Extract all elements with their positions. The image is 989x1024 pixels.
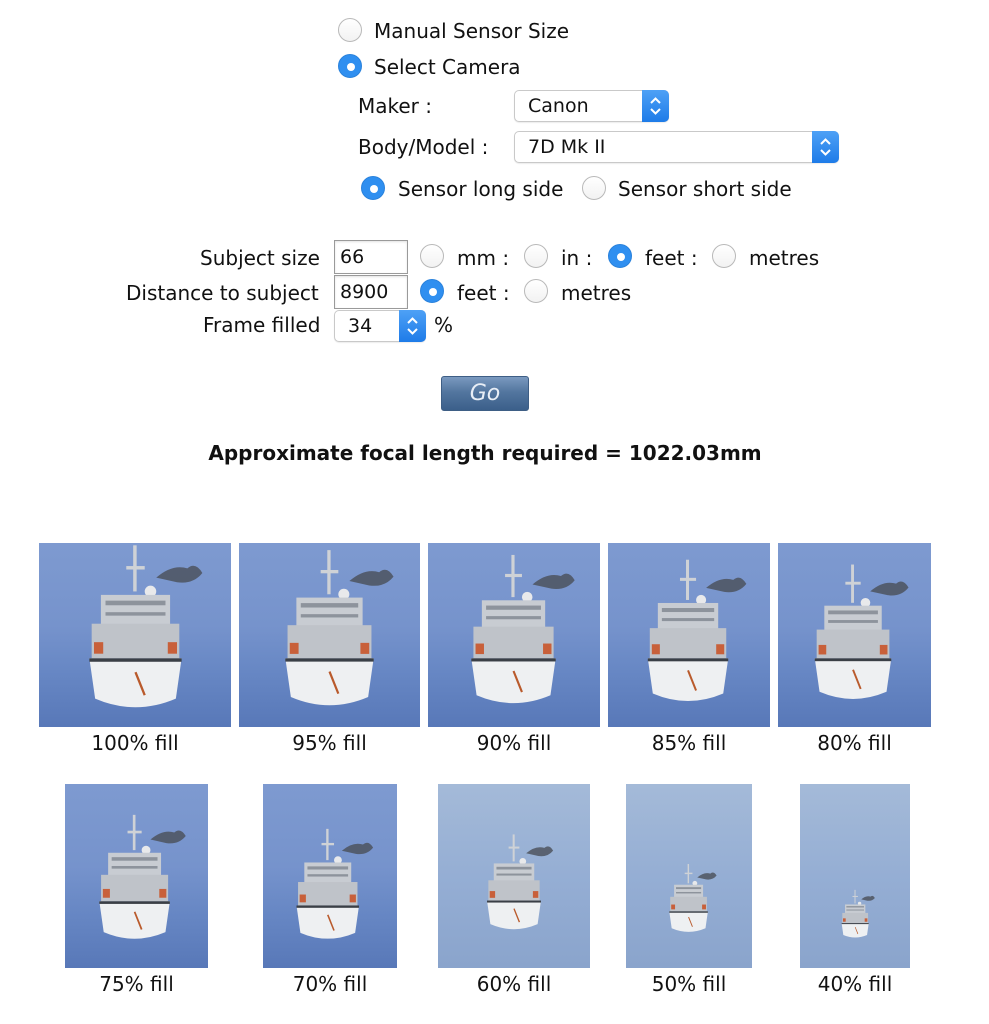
fill-85-caption: 85% fill <box>651 731 727 755</box>
model-select[interactable] <box>514 131 839 163</box>
model-label: Body/Model : <box>358 135 489 159</box>
distance-feet-radio[interactable] <box>420 279 444 303</box>
manual-sensor-radio[interactable] <box>338 18 362 42</box>
result-text: Approximate focal length required = 1022.03mm <box>208 441 762 465</box>
fill-70-caption: 70% fill <box>292 972 368 996</box>
distance-value: 8900 <box>340 281 389 303</box>
distance-feet-label: feet : <box>457 281 510 305</box>
fill-75-image <box>65 784 208 968</box>
manual-sensor-label: Manual Sensor Size <box>374 19 569 43</box>
fill-50-caption: 50% fill <box>651 972 727 996</box>
select-camera-radio[interactable] <box>338 54 362 78</box>
fill-90-image <box>428 543 600 727</box>
maker-select[interactable] <box>514 90 669 122</box>
fill-60-image <box>438 784 590 968</box>
sensor-long-label: Sensor long side <box>398 177 564 201</box>
frame-filled-select[interactable] <box>334 310 426 342</box>
frame-filled-value: 34 <box>348 315 373 337</box>
fill-40-image <box>800 784 910 968</box>
unit-mm-label: mm : <box>457 246 510 270</box>
distance-input[interactable] <box>334 275 408 309</box>
chevron-updown-icon <box>399 310 426 342</box>
unit-feet-radio[interactable] <box>608 244 632 268</box>
model-value: 7D Mk II <box>528 136 606 158</box>
fill-95-image <box>239 543 420 727</box>
fill-85-image <box>608 543 770 727</box>
chevron-updown-icon <box>812 131 839 163</box>
maker-value: Canon <box>528 95 589 117</box>
subject-size-input[interactable] <box>334 240 408 274</box>
percent-label: % <box>434 313 454 337</box>
unit-feet-label: feet : <box>645 246 698 270</box>
fill-80-caption: 80% fill <box>817 731 892 755</box>
sensor-short-label: Sensor short side <box>618 177 792 201</box>
select-camera-label: Select Camera <box>374 55 521 79</box>
unit-in-label: in : <box>561 246 593 270</box>
fill-70-image <box>263 784 397 968</box>
distance-metres-radio[interactable] <box>524 279 548 303</box>
fill-100-caption: 100% fill <box>91 731 179 755</box>
fill-95-caption: 95% fill <box>292 731 367 755</box>
sensor-long-radio[interactable] <box>361 176 385 200</box>
distance-label: Distance to subject <box>126 281 319 305</box>
frame-filled-label: Frame filled <box>203 313 321 337</box>
unit-mm-radio[interactable] <box>420 244 444 268</box>
unit-metres-label: metres <box>749 246 820 270</box>
fill-60-caption: 60% fill <box>476 972 552 996</box>
distance-metres-label: metres <box>561 281 632 305</box>
go-button[interactable]: Go <box>441 376 529 411</box>
fill-40-caption: 40% fill <box>817 972 893 996</box>
unit-in-radio[interactable] <box>524 244 548 268</box>
maker-label: Maker : <box>358 94 433 118</box>
subject-size-value: 66 <box>340 246 365 268</box>
unit-metres-radio[interactable] <box>712 244 736 268</box>
chevron-updown-icon <box>642 90 669 122</box>
fill-50-image <box>626 784 752 968</box>
fill-75-caption: 75% fill <box>99 972 174 996</box>
fill-100-image <box>39 543 231 727</box>
fill-90-caption: 90% fill <box>476 731 552 755</box>
subject-size-label: Subject size <box>200 246 320 270</box>
fill-80-image <box>778 543 931 727</box>
sensor-short-radio[interactable] <box>582 176 606 200</box>
